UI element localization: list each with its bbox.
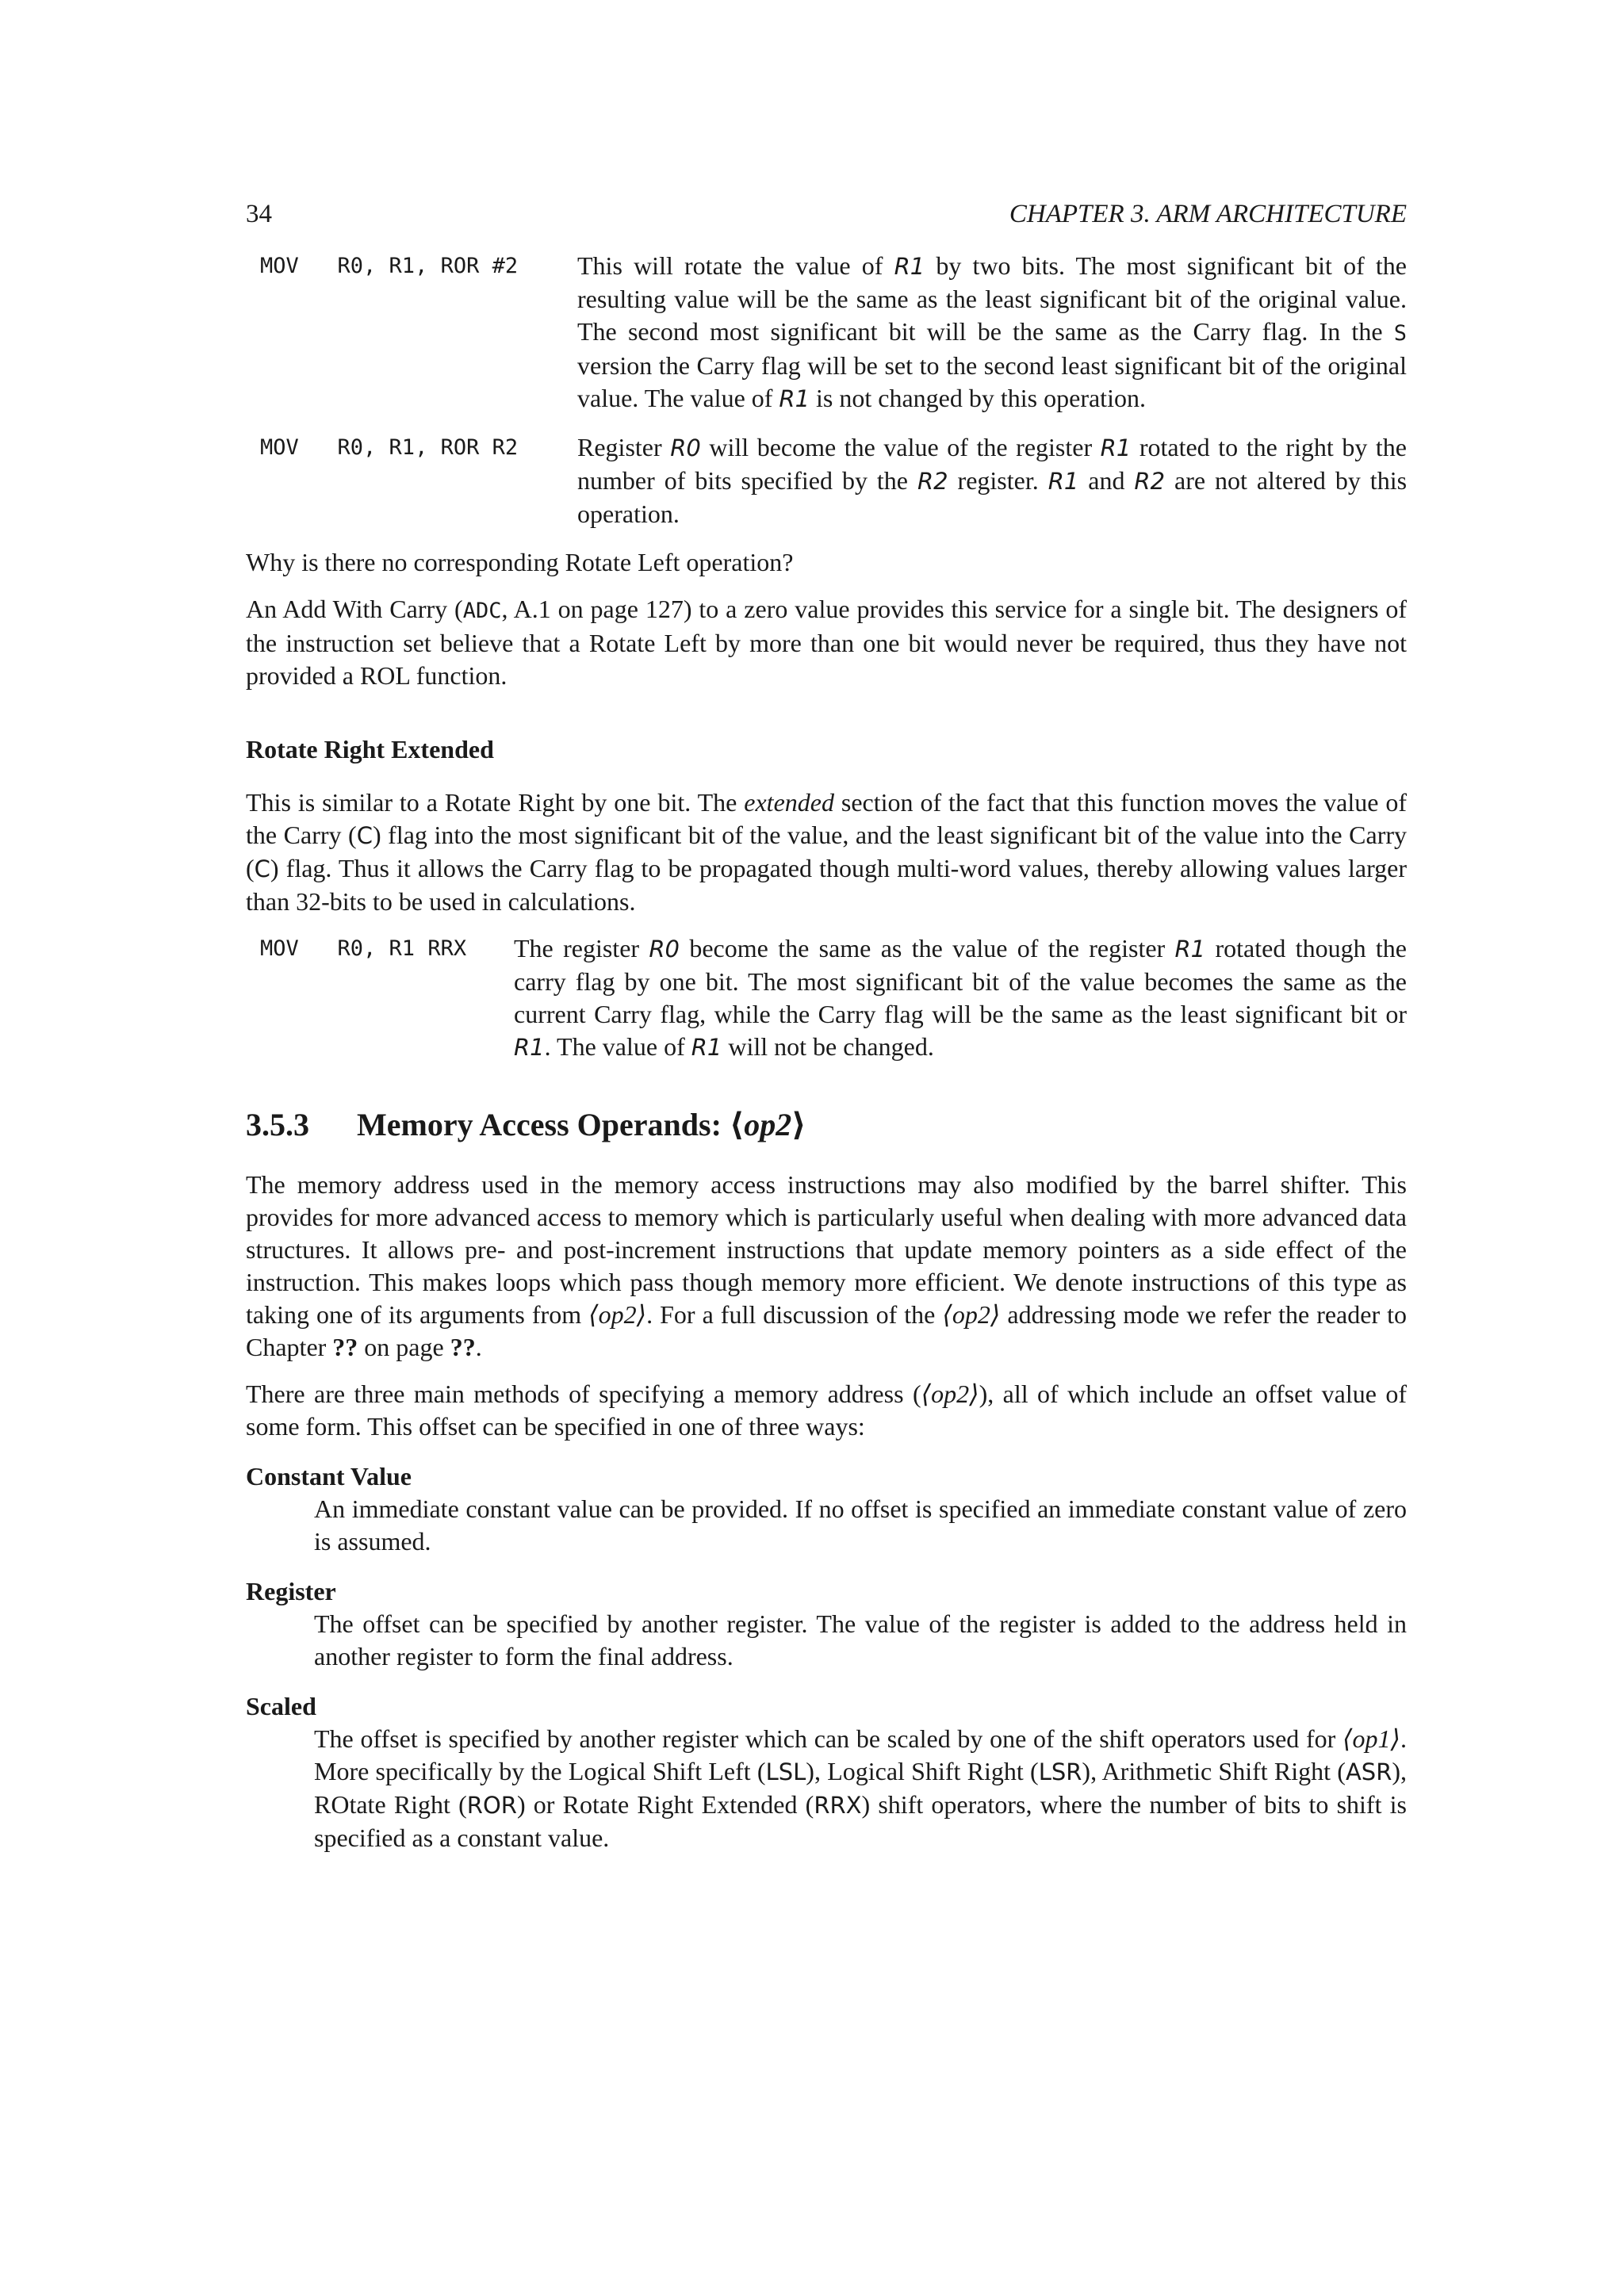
- instruction-code: MOV R0, R1 RRX: [260, 936, 467, 961]
- instruction-description: This will rotate the value of R1 by two bits. The most significant bit of the resulting value will be the same as the least significant bit of the original value. The second most significant bit will be the same as the Carry flag. In the S version the Carry flag will be set to the second least significant bit of the original value. The value of R1 is not changed by this operation.: [577, 251, 1407, 412]
- page-number: 34: [246, 200, 272, 228]
- question-paragraph: Why is there no corresponding Rotate Left operation?: [246, 548, 794, 576]
- definition-constant-value: An immediate constant value can be provided. If no offset is specified an immediate constant value of zero is assumed.: [314, 1494, 1407, 1556]
- instruction-description: The register R0 become the same as the value of the register R1 rotated though the carry flag by one bit. The most significant bit of the value becomes the same as the current Carry flag, while the Carry flag will be the same as the least significant bit or R1. The value of R1 will not be changed.: [514, 934, 1407, 1061]
- section-heading: 3.5.3 Memory Access Operands: ⟨op2⟩: [246, 1107, 806, 1142]
- term-register: Register: [246, 1577, 336, 1605]
- rrx-paragraph: This is similar to a Rotate Right by one bit. The extended section of the fact that this function moves the value of the Carry (C) flag into the most significant bit of the value, and the least significant bit of the value into the Carry (C) flag. Thus it allows the Carry flag to be propagated though multi-word values, thereby allowing values larger than 32-bits to be used in calculations.: [246, 788, 1408, 916]
- ror-register-entry: [260, 431, 1407, 530]
- rrx-entry: [260, 932, 1407, 1064]
- offset-definition-list: [246, 1460, 1407, 1854]
- instruction-code: MOV R0, R1, ROR R2: [260, 435, 519, 460]
- running-head: [246, 198, 1407, 231]
- memory-paragraph-2: There are three main methods of specifying a memory address (⟨op2⟩), all of which include an offset value of some form. This offset can be specified in one of three ways:: [246, 1380, 1408, 1441]
- ror-immediate-entry: [260, 250, 1407, 415]
- memory-paragraph-1: The memory address used in the memory access instructions may also modified by the barrel shifter. This provides for more advanced access to memory which is particularly useful when dealing with more advanced data structures. It allows pre- and post-increment instructions that update memory pointers as a side effect of the instruction. This makes loops which pass though memory more efficient. We denote instructions of this type as taking one of its arguments from ⟨op2⟩. For a full discussion of the ⟨op2⟩ addressing mode we refer the reader to Chapter ?? on page ??.: [246, 1170, 1408, 1361]
- term-scaled: Scaled: [246, 1692, 316, 1720]
- chapter-title: CHAPTER 3. ARM ARCHITECTURE: [1009, 200, 1407, 228]
- page: [246, 198, 1407, 1854]
- instruction-description: Register R0 will become the value of the register R1 rotated to the right by the number of bits specified by the R2 register. R1 and R2 are not altered by this operation.: [577, 433, 1408, 528]
- term-constant-value: Constant Value: [246, 1462, 412, 1490]
- rrx-heading: Rotate Right Extended: [246, 735, 494, 763]
- definition-register: The offset can be specified by another register. The value of the register is added to the address held in another register to form the final address.: [314, 1609, 1407, 1670]
- instruction-code: MOV R0, R1, ROR #2: [260, 254, 519, 278]
- answer-paragraph: An Add With Carry (ADC, A.1 on page 127) to a zero value provides this service for a single bit. The designers of the instruction set believe that a Rotate Left by more than one bit would never be required, thus they have not provided a ROL function.: [246, 595, 1408, 690]
- definition-scaled: The offset is specified by another register which can be scaled by one of the shift operators used for ⟨op1⟩. More specifically by the Logical Shift Left (LSL), Logical Shift Right (LSR), Arithmetic Shift Right (ASR), ROtate Right (ROR) or Rotate Right Extended (RRX) shift operators, where the number of bits to shift is specified as a constant value.: [314, 1724, 1408, 1852]
